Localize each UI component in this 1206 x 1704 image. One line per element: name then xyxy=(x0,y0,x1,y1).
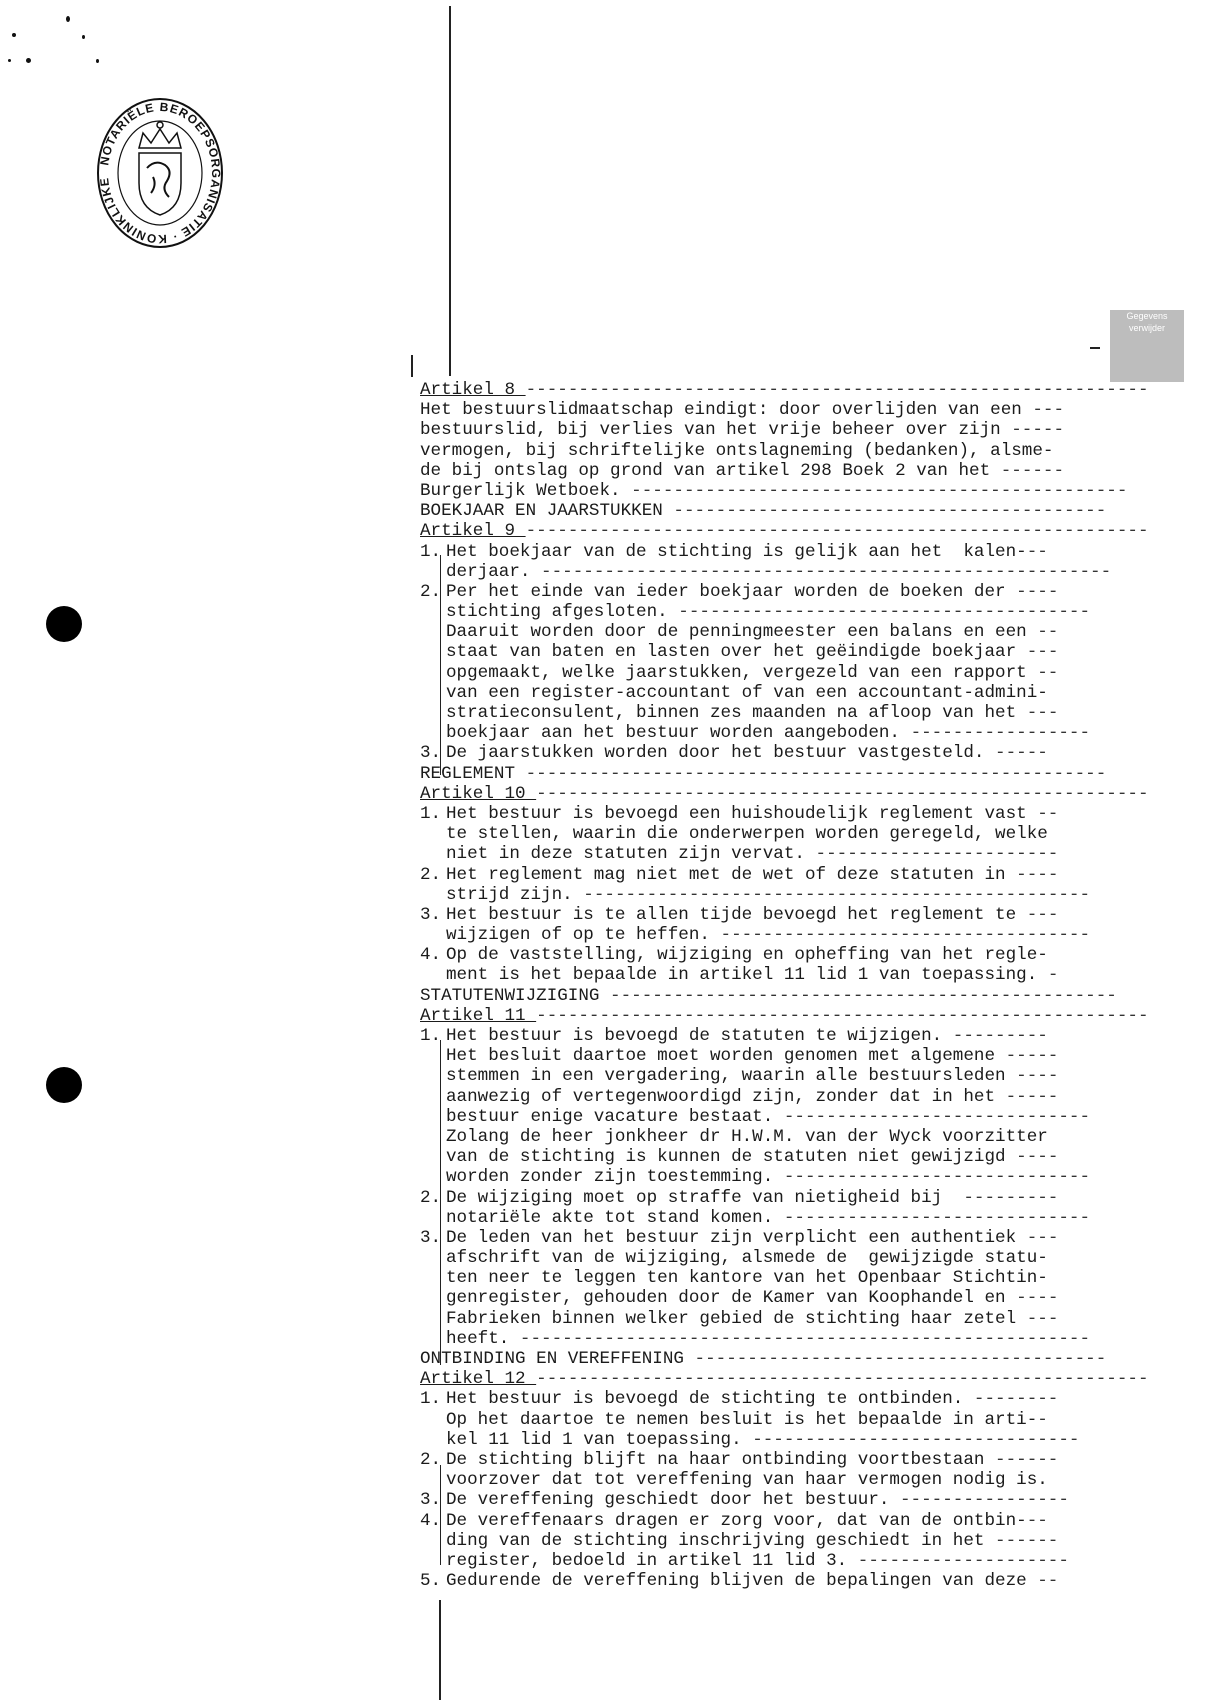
line-text: Artikel 12 xyxy=(420,1369,537,1390)
item-number: 3. xyxy=(420,743,442,764)
text-line xyxy=(420,1228,1170,1248)
line-text: staat van baten en lasten over het geëindigde boekjaar xyxy=(446,642,1027,663)
text-line xyxy=(420,824,1170,844)
line-text: De stichting blijft na haar ontbinding voortbestaan xyxy=(446,1449,996,1470)
text-line xyxy=(420,885,1170,905)
text-line xyxy=(420,1309,1170,1329)
line-text: Artikel 11 xyxy=(420,1005,537,1026)
item-number: 2. xyxy=(420,581,442,602)
line-filler: --- xyxy=(1026,1308,1059,1329)
line-text: Fabrieken binnen welker gebied de stichting haar zetel xyxy=(446,1308,1027,1329)
line-filler: -- xyxy=(1037,1571,1059,1592)
line-text: kel 11 lid 1 van toepassing. xyxy=(446,1429,753,1450)
line-text: derjaar. xyxy=(446,561,542,582)
line-filler: ----------------------------- xyxy=(783,1167,1091,1188)
section-heading xyxy=(420,1349,1170,1369)
line-filler: ---- xyxy=(1016,1147,1059,1168)
line-filler: ---- xyxy=(1016,864,1059,885)
line-text: register, bedoeld in artikel 11 lid 3. xyxy=(446,1550,858,1571)
text-line xyxy=(420,723,1170,743)
text-line xyxy=(420,945,1170,965)
item-number: 2. xyxy=(420,1187,442,1208)
line-text: bestuurslid, bij verlies van het vrije beheer over zijn xyxy=(420,420,1012,441)
line-text: Daaruit worden door de penningmeester een balans en een xyxy=(446,622,1038,643)
line-text: de bij ontslag op grond van artikel 298 Boek 2 van het xyxy=(420,460,1001,481)
article-heading xyxy=(420,1006,1170,1026)
line-filler: - xyxy=(1047,965,1059,986)
text-line xyxy=(420,1490,1170,1510)
line-text: Artikel 10 xyxy=(420,783,537,804)
line-filler: -------------------- xyxy=(857,1550,1069,1571)
text-line xyxy=(420,1531,1170,1551)
text-line xyxy=(420,1066,1170,1086)
line-text: Het bestuur is bevoegd een huishoudelijk reglement vast xyxy=(446,803,1038,824)
line-text: Op het daartoe te nemen besluit is het bepaalde in arti- xyxy=(446,1409,1038,1430)
line-filler: ---------------------------------------------------------- xyxy=(536,783,1149,804)
line-text: genregister, gehouden door de Kamer van Koophandel en xyxy=(446,1288,1017,1309)
text-line xyxy=(420,1288,1170,1308)
line-filler: -- xyxy=(1037,662,1059,683)
section-heading xyxy=(420,501,1170,521)
text-line xyxy=(420,1087,1170,1107)
text-line xyxy=(420,461,1170,481)
text-line xyxy=(420,400,1170,420)
line-filler: ----------------------- xyxy=(815,844,1059,865)
text-line xyxy=(420,1208,1170,1228)
line-text: ment is het bepaalde in artikel 11 lid 1 van toepassing. xyxy=(446,965,1048,986)
line-text: boekjaar aan het bestuur worden aangeboden. xyxy=(446,723,911,744)
line-filler: ------------------------------------------------ xyxy=(583,884,1091,905)
line-text: Gedurende de vereffening blijven de bepalingen van deze xyxy=(446,1571,1038,1592)
line-text: stratieconsulent, binnen zes maanden na afloop van het xyxy=(446,703,1027,723)
line-text: Artikel 8 xyxy=(420,380,526,400)
text-line xyxy=(420,925,1170,945)
line-text: BOEKJAAR EN JAARSTUKKEN xyxy=(420,501,674,522)
text-line xyxy=(420,562,1170,582)
line-text: worden zonder zijn toestemming. xyxy=(446,1167,784,1188)
line-text: ONTBINDING EN VEREFFENING xyxy=(420,1349,695,1369)
line-filler: ------ xyxy=(995,1530,1059,1551)
section-heading xyxy=(420,764,1170,784)
line-filler: --- xyxy=(1026,904,1059,925)
line-text: heeft. xyxy=(446,1328,520,1349)
text-line xyxy=(420,1571,1170,1591)
scan-speck xyxy=(82,35,85,39)
article-heading xyxy=(420,521,1170,541)
line-text: De jaarstukken worden door het bestuur vastgesteld. xyxy=(446,743,996,764)
article-heading xyxy=(420,784,1170,804)
line-text: strijd zijn. xyxy=(446,884,584,905)
scan-speck xyxy=(26,58,31,63)
line-text: aanwezig of vertegenwoordigd zijn, zonder dat in het xyxy=(446,1086,1006,1107)
line-filler: ------ xyxy=(1000,460,1065,481)
text-line xyxy=(420,1107,1170,1127)
deed-text xyxy=(420,380,1170,1591)
line-filler: - xyxy=(1037,1409,1048,1430)
line-filler: ------------------------------- xyxy=(752,1429,1080,1450)
line-text: wijzigen of op te heffen. xyxy=(446,925,721,946)
line-text: bestuur enige vacature bestaat. xyxy=(446,1106,784,1127)
line-filler: ----- xyxy=(995,743,1048,764)
text-line xyxy=(420,1410,1170,1430)
item-number: 5. xyxy=(420,1571,442,1592)
line-filler: ---- xyxy=(1016,1288,1059,1309)
text-line xyxy=(420,1450,1170,1470)
line-filler: ---------------------------------------------------------- xyxy=(536,1005,1149,1026)
text-line xyxy=(420,1147,1170,1167)
line-filler: ----------------------------------------------------------- xyxy=(525,521,1149,542)
line-text: De leden van het bestuur zijn verplicht een authentiek xyxy=(446,1227,1027,1248)
line-filler: ---- xyxy=(1016,581,1059,602)
line-filler: ----------------- xyxy=(910,723,1091,744)
text-line xyxy=(420,703,1170,723)
line-text: van de stichting is kunnen de statuten niet gewijzigd xyxy=(446,1147,1017,1168)
line-text: Het boekjaar van de stichting is gelijk aan het kalen- xyxy=(446,541,1027,562)
text-line xyxy=(420,1026,1170,1046)
line-filler: --------------------------------------- xyxy=(678,602,1091,623)
text-line xyxy=(420,1430,1170,1450)
line-filler: ----------------------------------------- xyxy=(673,501,1107,522)
text-line xyxy=(420,743,1170,763)
scan-speck xyxy=(12,33,16,37)
text-line xyxy=(420,1329,1170,1349)
text-line xyxy=(420,1046,1170,1066)
line-filler: ---------------- xyxy=(900,1490,1069,1511)
scan-speck xyxy=(96,59,99,63)
text-line xyxy=(420,622,1170,642)
text-line xyxy=(420,1127,1170,1147)
line-filler: ------------------------------------------------------ xyxy=(519,1328,1091,1349)
line-filler: -- xyxy=(1026,541,1048,562)
line-filler: ----------------------------------------------------------- xyxy=(525,380,1149,400)
item-number: 4. xyxy=(420,1510,442,1531)
text-line xyxy=(420,420,1170,440)
section-heading xyxy=(420,986,1170,1006)
svg-text:NOTARIËLE BEROEPSORGANISATIE ·: NOTARIËLE BEROEPSORGANISATIE · KONINKLIJKE xyxy=(97,99,224,247)
text-line xyxy=(420,663,1170,683)
line-filler: ----------------------------------- xyxy=(720,925,1091,946)
punch-hole-top xyxy=(46,606,82,642)
item-number: 2. xyxy=(420,864,442,885)
line-text: Het bestuur is te allen tijde bevoegd het reglement te xyxy=(446,904,1027,925)
line-text: De vereffening geschiedt door het bestuur. xyxy=(446,1490,900,1511)
text-line xyxy=(420,441,1170,461)
line-filler: ------ xyxy=(995,1449,1059,1470)
line-text: Het bestuur is bevoegd de stichting te ontbinden. xyxy=(446,1389,974,1410)
line-filler: --------- xyxy=(952,1026,1048,1046)
line-text: niet in deze statuten zijn vervat. xyxy=(446,844,816,865)
line-text: stichting afgesloten. xyxy=(446,602,679,623)
item-number: 4. xyxy=(420,945,442,966)
item-number: 3. xyxy=(420,1227,442,1248)
margin-dash xyxy=(1090,347,1100,349)
text-line xyxy=(420,582,1170,602)
line-text: Het bestuur is bevoegd de statuten te wijzigen. xyxy=(446,1026,953,1046)
line-filler: --------- xyxy=(963,1187,1059,1208)
line-text: ding van de stichting inschrijving geschiedt in het xyxy=(446,1530,996,1551)
line-text: REGLEMENT xyxy=(420,763,526,784)
text-line xyxy=(420,1248,1170,1268)
item-number: 1. xyxy=(420,803,442,824)
article-heading xyxy=(420,1369,1170,1389)
line-filler: --- xyxy=(1026,703,1059,723)
line-filler: -------- xyxy=(973,1389,1059,1410)
text-line xyxy=(420,1470,1170,1490)
text-line xyxy=(420,1389,1170,1409)
margin-rule-top xyxy=(449,6,451,376)
line-text: Het bestuurslidmaatschap eindigt: door overlijden van een xyxy=(420,400,1033,421)
item-number: 2. xyxy=(420,1449,442,1470)
line-text: vermogen, bij schriftelijke ontslagneming (bedanken), alsme- xyxy=(420,440,1054,461)
line-filler: ------------------------------------------------------ xyxy=(541,561,1112,582)
line-filler: ---- xyxy=(1016,1066,1059,1087)
line-filler: ----------------------------- xyxy=(783,1207,1091,1228)
line-filler: -- xyxy=(1026,1510,1048,1531)
line-text: te stellen, waarin die onderwerpen worden geregeld, welke xyxy=(446,824,1048,845)
line-filler: ------------------------------------------------ xyxy=(610,985,1117,1006)
line-text: Artikel 9 xyxy=(420,521,526,542)
text-line xyxy=(420,1188,1170,1208)
text-line xyxy=(420,905,1170,925)
line-filler: ---------------------------------------------------------- xyxy=(536,1369,1149,1390)
text-line xyxy=(420,602,1170,622)
line-text: Het reglement mag niet met de wet of deze statuten in xyxy=(446,864,1017,885)
margin-rule-bottom xyxy=(439,1600,441,1700)
line-text: Burgerlijk Wetboek. xyxy=(420,480,632,501)
line-text: voorzover dat tot vereffening van haar vermogen nodig is. xyxy=(446,1470,1048,1491)
text-line xyxy=(420,642,1170,662)
line-text: STATUTENWIJZIGING xyxy=(420,985,611,1006)
scan-speck xyxy=(66,16,70,22)
text-line xyxy=(420,1167,1170,1187)
item-number: 3. xyxy=(420,1490,442,1511)
line-text: Op de vaststelling, wijziging en opheffing van het regle- xyxy=(446,945,1048,966)
line-text: opgemaakt, welke jaarstukken, vergezeld van een rapport xyxy=(446,662,1038,683)
text-line xyxy=(420,1268,1170,1288)
line-filler: --- xyxy=(1026,1227,1059,1248)
item-number: 1. xyxy=(420,541,442,562)
line-text: ten neer te leggen ten kantore van het Openbaar Stichtin- xyxy=(446,1268,1048,1289)
line-filler: ----- xyxy=(1011,420,1065,441)
margin-rule-short xyxy=(411,355,413,377)
line-filler: --- xyxy=(1032,400,1065,421)
text-line xyxy=(420,683,1170,703)
line-text: Zolang de heer jonkheer dr H.W.M. van der Wyck voorzitter xyxy=(446,1126,1048,1147)
line-filler: ----------------------------------------------- xyxy=(631,480,1128,501)
line-filler: ----- xyxy=(1005,1046,1059,1067)
line-text: stemmen in een vergadering, waarin alle bestuursleden xyxy=(446,1066,1017,1087)
line-text: De wijziging moet op straffe van nietigheid bij xyxy=(446,1187,964,1208)
text-line xyxy=(420,804,1170,824)
line-filler: ----- xyxy=(1005,1086,1059,1107)
notary-seal xyxy=(95,93,225,253)
line-text: van een register-accountant of van een accountant-admini- xyxy=(446,682,1048,703)
line-filler: --- xyxy=(1026,642,1059,663)
item-number: 1. xyxy=(420,1389,442,1410)
text-line xyxy=(420,481,1170,501)
line-text: afschrift van de wijziging, alsmede de gewijzigde statu- xyxy=(446,1248,1048,1269)
text-line xyxy=(420,1511,1170,1531)
line-filler: -- xyxy=(1037,622,1059,643)
text-line xyxy=(420,965,1170,985)
line-text: Het besluit daartoe moet worden genomen met algemene xyxy=(446,1046,1006,1067)
redaction-label: Gegevens verwijder xyxy=(1126,311,1168,333)
item-number: 3. xyxy=(420,904,442,925)
article-heading xyxy=(420,380,1170,400)
line-filler: --------------------------------------- xyxy=(694,1349,1107,1369)
line-filler: ----------------------------- xyxy=(783,1106,1091,1127)
text-line xyxy=(420,542,1170,562)
line-filler: -- xyxy=(1037,803,1059,824)
text-line xyxy=(420,844,1170,864)
text-line xyxy=(420,1551,1170,1571)
item-number: 1. xyxy=(420,1026,442,1046)
line-filler: ------------------------------------------------------- xyxy=(525,763,1107,784)
line-text: Per het einde van ieder boekjaar worden de boeken der xyxy=(446,581,1017,602)
line-text: De vereffenaars dragen er zorg voor, dat van de ontbin- xyxy=(446,1510,1027,1531)
line-text: notariële akte tot stand komen. xyxy=(446,1207,784,1228)
punch-hole-bottom xyxy=(46,1067,82,1103)
text-line xyxy=(420,865,1170,885)
scan-speck xyxy=(8,59,11,62)
lion-shield-icon xyxy=(139,153,181,215)
crown-icon xyxy=(139,122,181,148)
